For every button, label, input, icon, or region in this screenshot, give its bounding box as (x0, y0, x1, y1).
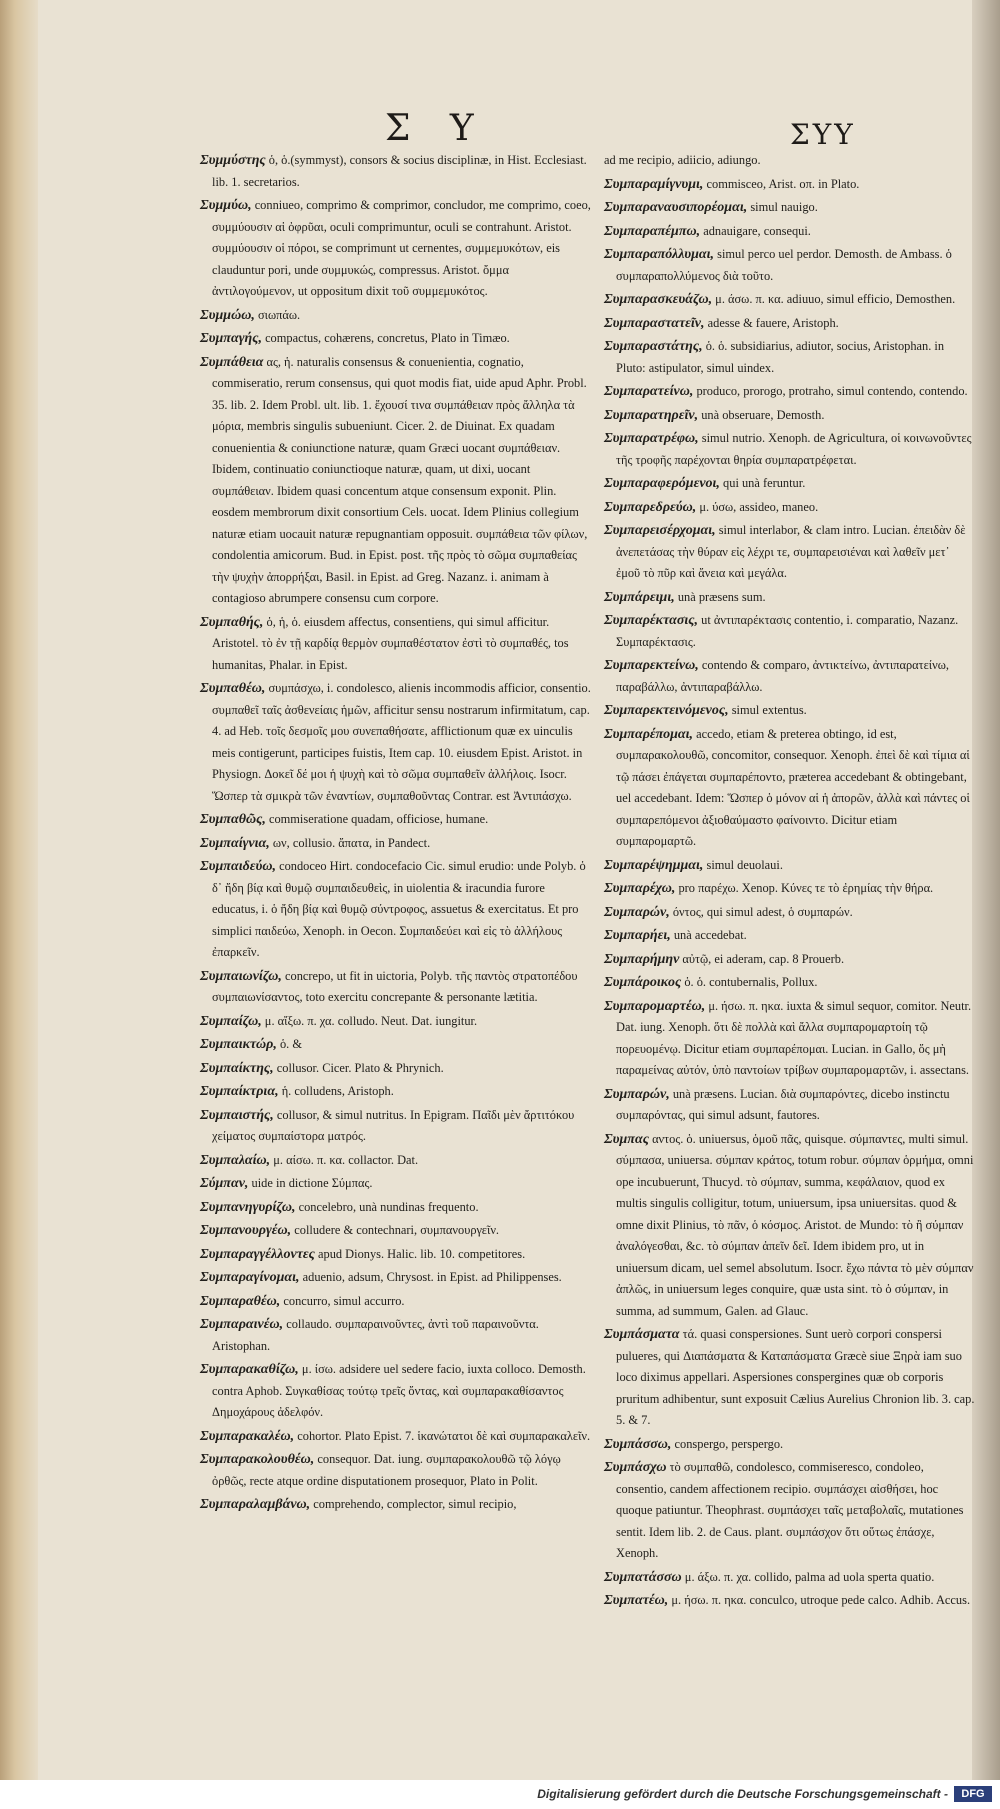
definition: ων, collusio. ἄπατα, in Pandect. (272, 835, 431, 850)
dictionary-entry (604, 221, 976, 243)
definition: adnauigare, consequi. (703, 223, 811, 238)
dictionary-entry (200, 856, 592, 964)
definition: concurro, simul accurro. (283, 1293, 405, 1308)
definition: ὁ. ὁ. contubernalis, Pollux. (684, 975, 818, 989)
definition: pro παρέχω. Xenop. Κύνες τε τὸ ἐρημίας τὴν θήρα. (678, 881, 934, 895)
dictionary-entry (200, 195, 592, 303)
definition: concelebro, unà nundinas frequento. (298, 1199, 479, 1214)
headword: Συμπαρεκτεινόμενος, (604, 703, 729, 718)
dictionary-entry (200, 1058, 592, 1080)
definition: ὁ. & (279, 1037, 302, 1051)
dictionary-entry (604, 336, 976, 379)
dictionary-column-left (200, 150, 592, 1518)
headword: Συμπαρήμην (604, 951, 680, 967)
definition: simul deuolaui. (706, 857, 783, 872)
dictionary-entry (200, 1081, 592, 1103)
definition: apud Dionys. Halic. lib. 10. competitores. (318, 1246, 526, 1261)
dictionary-entry (604, 174, 976, 196)
dictionary-entry (200, 1034, 592, 1056)
definition: μ. ύσω, assideo, maneo. (699, 499, 819, 514)
dictionary-entry (604, 587, 976, 609)
definition: unà præsens sum. (677, 589, 766, 604)
dictionary-entry (604, 1324, 976, 1432)
definition: μ. ήσω. π. ηκα. iuxta & simul sequor, comitor. Neutr. Dat. iung. Xenoph. ὅτι δὲ πολλὰ καὶ ἄλλα συμπαρομαρτοίη τῷ πορευομένῳ. Dicitur etiam συμπαρέπομαι. Lucian. in Gallo, ὅς μὴ παραμείνας αὐτόν, ὑπὸ παντοίων τρίβων συμπαρομαρτῶν, i. assectans. (616, 998, 972, 1077)
page-edge (972, 0, 1000, 1780)
definition: σιωπάω. (257, 307, 301, 322)
dictionary-entry (200, 150, 592, 193)
definition: concrepo, ut fit in uictoria, Polyb. τῆς παντὸς στρατοπέδου συμπαιωνίσαντος, toto exercitu concrepante & personante lætitia. (212, 968, 578, 1004)
headword: Συμπαρατείνω, (604, 384, 694, 399)
headword: Συμπαραστάτης, (604, 339, 703, 354)
running-head-left: Σ Υ (385, 108, 488, 149)
dictionary-entry (200, 352, 592, 610)
definition: τά. quasi conspersiones. Sunt uerò corpori conspersi pulueres, qui Διαπάσματα & Καταπάσματα Græcè siue Ξηρὰ iam suo loco diximus appellari. Aspersiones conspergines quæ ob corporis pruritum adhibentur, sunt exposuit Cælius Aurelius Chronion lib. 3. cap. 5. & 7. (616, 1327, 975, 1427)
definition: μ. άξω. π. χα. collido, palma ad uola sperta quatio. (684, 1569, 935, 1584)
headword: Σύμπαν, (200, 1176, 249, 1191)
definition: produco, prorogo, protraho, simul contendo, contendo. (696, 384, 968, 398)
headword: Συμπαρακαλέω, (200, 1428, 295, 1444)
headword: Συμπας (604, 1131, 649, 1147)
definition: simul perco uel perdor. Demosth. de Ambass. ὁ συμπαραπολλύμενος διὰ τοῦτο. (616, 247, 952, 283)
dictionary-entry (200, 1359, 592, 1424)
headword: Συμπαραπόλλυμαι, (604, 247, 715, 262)
definition: consequor. Dat. iung. συμπαρακολουθῶ τῷ λόγῳ ὀρθῶς, recte atque ordine disputationem prosequor, Plato in Polit. (212, 1452, 561, 1488)
definition: simul nutrio. Xenoph. de Agricultura, οἱ κοινωνοῦντες τῆς τροφῆς παρέχονται θηρία συμπαρατρέφεται. (616, 431, 972, 467)
dictionary-entry (200, 809, 592, 831)
dictionary-entry (200, 1197, 592, 1219)
definition: collaudo. συμπαραινοῦντες, ἀντὶ τοῦ παραινοῦντα. Aristophan. (212, 1317, 539, 1353)
headword: Συμπαραινέω, (200, 1317, 284, 1332)
headword: Συμπαίκτης, (200, 1060, 274, 1076)
definition: aduenio, adsum, Chrysost. in Epist. ad Philippenses. (302, 1270, 562, 1284)
definition: conniueo, comprimo & comprimor, concludor, me comprimo, coeo, συμμύουσιν αἱ ὀφρῦαι, oculi comprimuntur, oculi se contrahunt. Aristot. συμμύουσιν οἱ πόροι, se comprimunt ut cernentes, συμμεμυκότων, eis clauduntur pori, unde συμμυκώς, compressus. Aristot. ὄμμα ἀντιλογούμενον, ut oppositum dixit τοῦ συμμεμυκότος. (212, 198, 591, 298)
definition: compactus, cohærens, concretus, Plato in Timæo. (265, 331, 510, 345)
headword: Συμπαραπέμπω, (604, 223, 701, 239)
definition: conspergo, perspergo. (674, 1436, 784, 1451)
dictionary-entry (200, 1494, 592, 1516)
dictionary-entry (200, 1314, 592, 1357)
definition: όντος, qui simul adest, ὁ συμπαρών. (672, 904, 853, 919)
headword: Συμπαιδεύω, (200, 859, 276, 874)
definition: commiseratione quadam, officiose, humane. (268, 812, 489, 826)
headword: Συμπαθῶς, (200, 812, 266, 827)
dictionary-entry (200, 1267, 592, 1289)
headword: Συμπαθής, (200, 614, 264, 630)
definition: uide in dictione Σύμπας. (251, 1176, 373, 1190)
definition: simul nauigo. (750, 200, 818, 214)
headword: Συμμύω, (200, 198, 252, 213)
definition: unà obseruare, Demosth. (701, 407, 825, 422)
headword: Συμπαρέχω, (604, 881, 676, 896)
definition: ὁ, ὁ.(symmyst), consors & socius disciplinæ, in Hist. Ecclesiast. lib. 1. secretarios. (212, 153, 587, 189)
definition: cohortor. Plato Epist. 7. ἱκανώτατοι δὲ καὶ συμπαρακαλεῖν. (297, 1428, 591, 1443)
definition: ὁ, ἡ, ὁ. eiusdem affectus, consentiens, qui simul afficitur. Aristotel. τὸ ἐν τῇ καρδίᾳ θερμὸν συμπαθέστατον ἐστὶ τὸ συμπαθές, tos humanitas, Phalar. in Epist. (212, 614, 569, 672)
headword: Συμπατέω, (604, 1593, 669, 1608)
headword: Συμπαλαίω, (200, 1152, 271, 1168)
dictionary-entry (604, 972, 976, 994)
dictionary-entry (604, 428, 976, 471)
dictionary-entry (604, 878, 976, 900)
definition: μ. ίσω. adsidere uel sedere facio, iuxta colloco. Demosth. contra Aphob. Συγκαθίσας τούτῳ τρεῖς ὄντας, καὶ συμπαρακαθίσαντος Δημοχάρους ἀδελφόν. (212, 1362, 586, 1419)
dictionary-entry (604, 949, 976, 971)
definition: adesse & fauere, Aristoph. (707, 315, 839, 330)
dictionary-entry (200, 1426, 592, 1448)
dictionary-entry (200, 1173, 592, 1195)
headword: Συμπαρών, (604, 904, 670, 920)
headword: Συμπαίζω, (200, 1013, 262, 1029)
headword: Συμπάσσω, (604, 1436, 672, 1452)
definition: αὐτῷ, ei aderam, cap. 8 Prouerb. (682, 951, 845, 966)
definition: unà accedebat. (673, 928, 747, 942)
headword: Συμπαραστατεῖν, (604, 315, 705, 331)
dictionary-entry (604, 244, 976, 287)
definition: μ. αἴξω. π. χα. colludo. Neut. Dat. iungitur. (264, 1013, 478, 1028)
definition: συμπάσχω, i. condolesco, alienis incommodis afficior, consentio. συμπαθεῖ ταῖς ἀσθενείαις ἡμῶν, afficitur sensu nostrarum infirmitatum, cap. 4. ad Heb. τοῖς δεσμοῖς μου συνεπαθήσατε, afflictionum quæ ex uinculis meis contigerunt, participes fuistis, Item cap. 10. eiusdem Epist. Aristot. in Physiogn. Δοκεῖ δέ μοι ἡ ψυχὴ καὶ τὸ σῶμα συμπαθεῖν ἀλλήλοις. Isocr. Ὥσπερ τὰ σμικρὰ τῶν ἐναντίων, συμπαθοῦντας Contrar. est Ἀντιπάσχω. (212, 681, 591, 803)
headword: Συμπαραθέω, (200, 1293, 281, 1309)
dictionary-entry (604, 1457, 976, 1565)
dictionary-entry (604, 1129, 976, 1323)
headword: Συμπαρομαρτέω, (604, 998, 706, 1014)
dictionary-entry (200, 1291, 592, 1313)
dictionary-entry (604, 700, 976, 722)
definition: μ. αίσω. π. κα. collactor. Dat. (273, 1152, 419, 1167)
dictionary-entry (200, 1011, 592, 1033)
dictionary-entry (200, 1105, 592, 1148)
definition: colludere & contechnari, συμπανουργεῖν. (294, 1223, 500, 1237)
dictionary-entry (200, 1244, 592, 1266)
dictionary-entry (200, 1220, 592, 1242)
dictionary-entry (604, 197, 976, 219)
headword: Συμπαρατρέφω, (604, 431, 699, 446)
dictionary-entry (200, 1150, 592, 1172)
definition: condoceo Hirt. condocefacio Cic. simul erudio: unde Polyb. ὁ δ᾽ ἤδη βίᾳ καὶ θυμῷ συμπαιδευθεὶς, in uiolentia & iracundia furore educatus, i. ὁ ἤδη βίᾳ καὶ θυμῷ σύντροφος, assuetus & exercitatus. Et pro simplici παιδεύω, Xenoph. in Oecon. Συμπαιδεύει καὶ εἰς τὸ ἀλλήλους ἐπαρκεῖν. (212, 859, 586, 959)
headword: Συμπάθεια (200, 354, 264, 370)
dictionary-entry (200, 328, 592, 350)
headword: Συμπάσματα (604, 1327, 680, 1342)
headword: Συμπαραναυσιπορέομαι, (604, 200, 748, 215)
dictionary-entry (604, 520, 976, 585)
headword: Συμπαρέψημμαι, (604, 857, 704, 873)
dictionary-entry (200, 1449, 592, 1492)
dictionary-entry (604, 150, 976, 172)
headword: Συμπαίγνια, (200, 835, 270, 851)
dictionary-entry (604, 724, 976, 853)
definition: unà præsens. Lucian. διὰ συμπαρόντες, dicebo instinctu συμπαρόντας, qui simul adsunt, fautores. (616, 1086, 950, 1122)
book-spine (0, 0, 38, 1809)
definition: ὁ. ὁ. subsidiarius, adiutor, socius, Aristophan. in Pluto: astipulator, simul uindex. (616, 339, 945, 375)
definition: collusor, & simul nutritus. In Epigram. Παῖδι μὲν ἄρτιτόκου χείματος συμπαίστορα ματρός. (212, 1107, 575, 1143)
headword: Συμπαραλαμβάνω, (200, 1497, 311, 1512)
headword: Συμμύστης (200, 153, 266, 168)
headword: Συμπάροικος (604, 975, 682, 990)
dictionary-entry (200, 678, 592, 807)
definition: simul interlabor, & clam intro. Lucian. ἐπειδὰν δὲ ἀνεπετάσας τὴν θύραν εἰς λέχρι τε, συμπαρεισιέναι καὶ λαθεῖν μετ᾽ ἐμοῦ τὸ πῦρ καὶ ἄνεια καὶ μεγάλα. (616, 523, 966, 580)
definition: ad me recipio, adiicio, adiungo. (604, 153, 761, 167)
definition: τὸ συμπαθῶ, condolesco, commiseresco, condoleo, consentio, candem affectionem recipio. συμπάσχει αἰσθήσει, hoc quoque patiuntur. Theophrast. συμπάσχει ταῖς μεταβολαῖς, mutationes sentit. Idem lib. 2. de Caus. plant. συμπάσχον ὅτι οὕτως ἐπάσχε, Xenoph. (616, 1460, 964, 1560)
headword: Συμπαιωνίζω, (200, 968, 282, 984)
definition: ας, ἡ. naturalis consensus & conuenientia, cognatio, commiseratio, rerum consensus, qui quot modis fiat, uide apud Aphr. Probl. 35. lib. 2. Idem Probl. ult. lib. 1. ἔχουσί τινα συμπάθειαν πρὸς ἄλληλα τὰ μόρια, membris singulis subueniunt. Cicer. 2. de Diuinat. Ex quadam conuenientia & coniunctione naturæ, quam Græci uocant συμπάθειαν. Ibidem, continuatio coniunctioque naturæ, quam, ut dixi, uocant συμπάθειαν. Ibidem quasi concentum atque consensum exponit. Plin. eosdem membrorum dixit consortium Cels. uocat. Idem Plinius collegium naturæ etiam uocauit naturæ repugnantiam opposuit. συμπάθεια τῶν φίλων, condolentia amicorum. Bud. in Epist. post. τῆς πρὸς τὸ σῶμα συμπαθείας τὴν ψυχὴν ἀπορρήξαι, Basil. in Epist. ad Greg. Nazanz. i. animam à contagioso abrumpere consensu cum corpore. (212, 354, 588, 605)
dictionary-entry (604, 381, 976, 403)
headword: Συμπαρασκευάζω, (604, 292, 713, 307)
definition: ἡ. colludens, Aristoph. (281, 1084, 394, 1098)
headword: Συμπαρεκτείνω, (604, 658, 699, 673)
headword: Συμπαρακολουθέω, (200, 1452, 315, 1467)
headword: Συμπατάσσω (604, 1569, 682, 1585)
headword: Συμπαρήει, (604, 928, 671, 943)
definition: qui unà feruntur. (723, 476, 806, 490)
definition: accedo, etiam & preterea obtingo, id est, συμπαρακολουθῶ, concomitor, consequor. Xenoph. ἐπεὶ δὲ καὶ τίμια αἱ τῷ πάσει ἐπάγεται συμπαρέποντο, præterea accedebant & obtingebant, uel accedebant. Idem: Ὥσπερ ὁ μόνον αἱ ἡ ἀπορῶν, ἀλλὰ καὶ πάντες οἱ συμπαρεπόμενοι ἀξιοθαύμαστο φαίνοιντο. Dicitur etiam συμπαρομαρτῶ. (616, 726, 970, 848)
dictionary-entry (604, 655, 976, 698)
dictionary-column-right (604, 150, 976, 1614)
headword: Συμπαίκτρια, (200, 1084, 279, 1099)
headword: Συμπαθέω, (200, 681, 266, 696)
headword: Συμπαρών, (604, 1086, 670, 1102)
digitization-footer (0, 1780, 1000, 1809)
headword: Συμπαιστής, (200, 1107, 274, 1123)
dictionary-entry (200, 305, 592, 327)
definition: αντος. ὁ. uniuersus, ὁμοῦ πᾶς, quisque. σύμπαντες, multi simul. σύμπασα, uniuersa. σύμπαν κράτος, totum robur. σύμπαν ὁρμήμα, omni ope incubuerunt, Thucyd. τὸ σύμπαν, summa, κεφάλαιον, quod ex multis singulis colligitur, totum, uniuersum, ipsa uniuersitas. quod & omne dixit Plinius, τὸ πᾶν, ὁ κόσμος. Aristot. de Mundo: τὸ ἢ σύμπαν ἀναλόγεσθαι, &c. τὸ σύμπαν ἀπεῖν δεῖ. Idem ibidem pro, ut in uniuersum dicam, uel semel absolutum. Isocr. ἔχω πάντα τὸ μὲν σύμπαν ἀπλῶς, in uniuersum leges conquire, quæ usta sint. τὸ ὁ σύμπαν, in summa, ad summum, Galen. ad Glauc. (616, 1131, 974, 1318)
headword: Συμπαραγίνομαι, (200, 1270, 300, 1285)
headword: Συμπαραγγέλλοντες (200, 1246, 315, 1262)
headword: Συμπαρεισέρχομαι, (604, 523, 716, 538)
definition: collusor. Cicer. Plato & Phrynich. (276, 1060, 444, 1075)
definition: simul extentus. (731, 703, 807, 717)
dictionary-entry (200, 966, 592, 1009)
dictionary-entry (604, 1567, 976, 1589)
dictionary-entry (604, 1590, 976, 1612)
definition: commisceo, Arist. οπ. in Plato. (706, 176, 860, 191)
running-head-right: ΣΥΥ (790, 118, 856, 151)
dictionary-entry (604, 473, 976, 495)
definition: ut ἀντιπαρέκτασις contentio, i. comparatio, Nazanz. Συμπαρέκτασις. (616, 613, 959, 649)
dictionary-entry (604, 855, 976, 877)
headword: Συμπαραμίγνυμι, (604, 176, 704, 192)
headword: Συμπαρατηρεῖν, (604, 407, 699, 423)
headword: Συμπαρέπομαι, (604, 726, 694, 742)
definition: μ. άσω. π. κα. adiuuo, simul efficio, Demosthen. (715, 292, 956, 306)
headword: Συμπαικτώρ, (200, 1037, 277, 1052)
dictionary-entry (604, 610, 976, 653)
definition: μ. ήσω. π. ηκα. conculco, utroque pede calco. Adhib. Accus. (671, 1593, 971, 1607)
dictionary-entry (604, 405, 976, 427)
headword: Συμπαρεδρεύω, (604, 499, 697, 515)
dictionary-entry (604, 1084, 976, 1127)
dictionary-entry (604, 497, 976, 519)
definition: contendo & comparo, ἀντικτείνω, ἀντιπαρατείνω, παραβάλλω, ἀντιπαραβάλλω. (616, 658, 949, 694)
funding-notice: Digitalisierung gefördert durch die Deutsche Forschungsgemeinschaft - (537, 1787, 948, 1801)
dictionary-entry (200, 833, 592, 855)
headword: Συμπάσχω (604, 1460, 667, 1475)
headword: Συμπανηγυρίζω, (200, 1199, 296, 1215)
headword: Συμπαρακαθίζω, (200, 1362, 299, 1377)
dictionary-entry (604, 996, 976, 1082)
dfg-logo: DFG (954, 1786, 992, 1802)
dictionary-entry (604, 1434, 976, 1456)
dictionary-entry (604, 289, 976, 311)
headword: Συμπαγής, (200, 331, 262, 346)
dictionary-entry (200, 612, 592, 677)
headword: Συμπανουργέω, (200, 1223, 292, 1238)
dictionary-entry (604, 925, 976, 947)
headword: Συμπάρειμι, (604, 589, 675, 605)
dictionary-entry (604, 313, 976, 335)
headword: Συμπαρέκτασις, (604, 613, 699, 628)
headword: Συμμώω, (200, 307, 255, 323)
dictionary-entry (604, 902, 976, 924)
headword: Συμπαραφερόμενοι, (604, 476, 720, 491)
definition: comprehendo, complector, simul recipio, (313, 1497, 517, 1511)
